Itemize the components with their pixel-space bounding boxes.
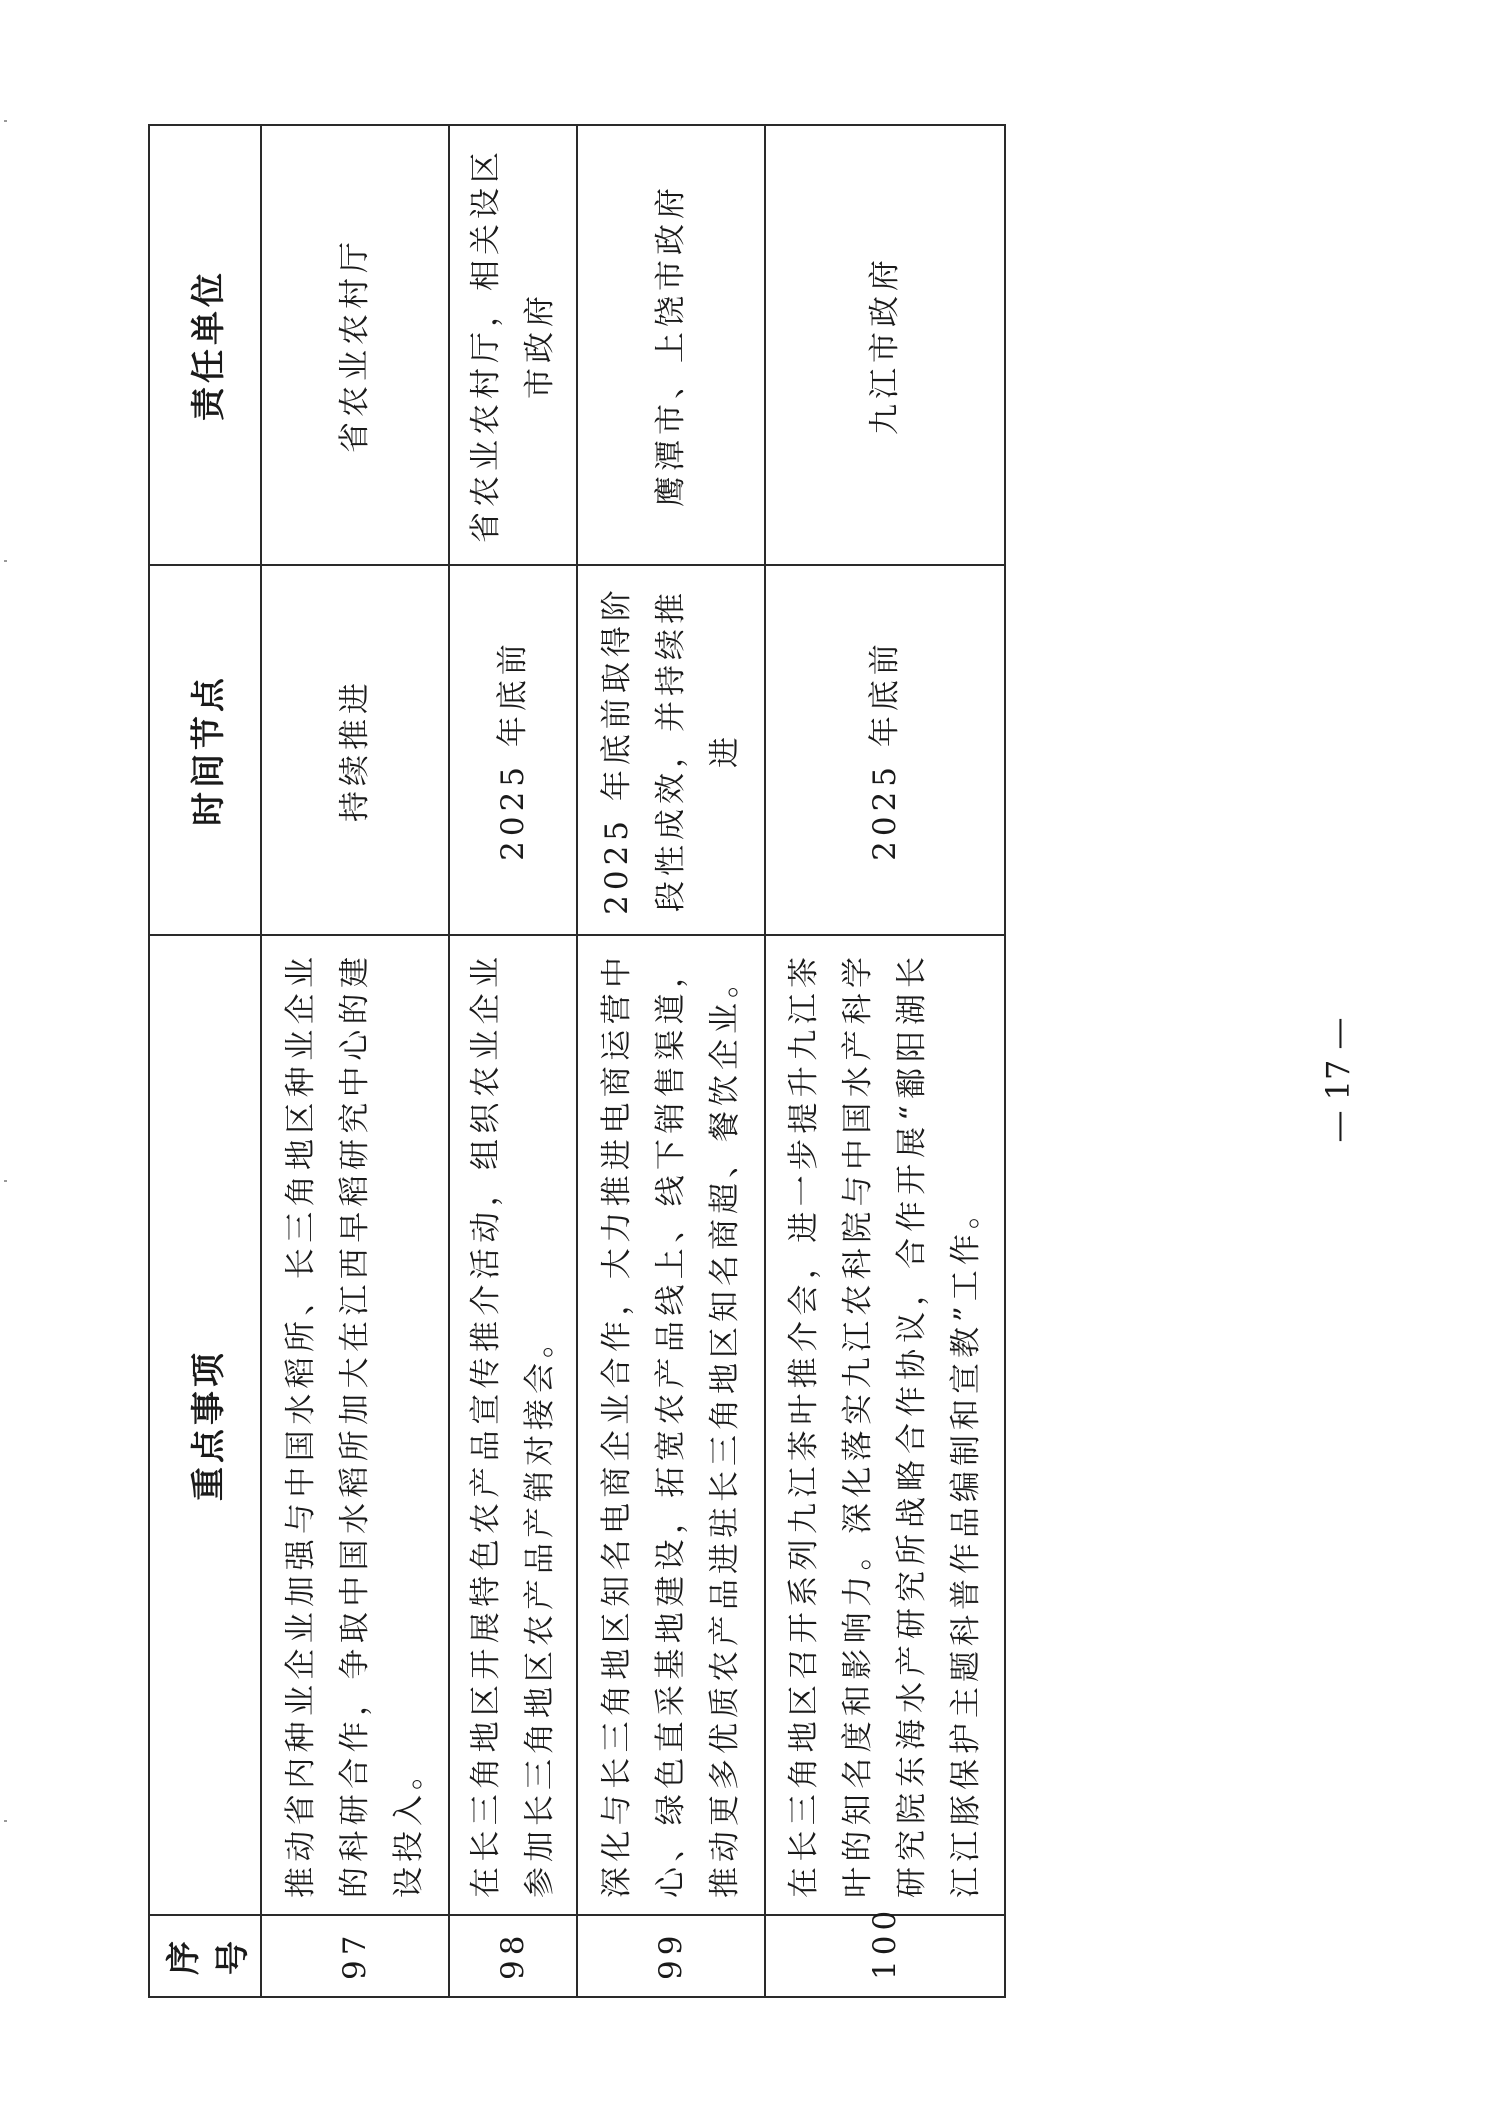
page-number-container: [1308, 1010, 1368, 1150]
cell-unit: 省农业农村厅，相关设区市政府: [449, 125, 577, 565]
cell-item: 在长三角地区召开系列九江茶叶推介会，进一步提升九江茶叶的知名度和影响力。深化落实九江农科院与中国水产科学研究院东海水产研究所战略合作协议，合作开展“鄱阳湖长江江豚保护主题科普作品编制和宣教”工作。: [765, 935, 1005, 1915]
cell-num: 99: [577, 1915, 765, 1997]
cell-num: 97: [261, 1915, 449, 1997]
table-row: [577, 125, 765, 1997]
cell-unit: 鹰潭市、上饶市政府: [577, 125, 765, 565]
scan-mark: [4, 1180, 7, 1182]
scan-mark: [4, 1820, 7, 1822]
cell-num: 100: [765, 1915, 1005, 1997]
header-unit: 责任单位: [149, 125, 261, 565]
header-item: 重点事项: [149, 935, 261, 1915]
cell-time: 2025 年底前: [449, 565, 577, 935]
scan-mark: [4, 120, 7, 122]
page-number: — 17 —: [1319, 1017, 1357, 1143]
cell-unit: 省农业农村厅: [261, 125, 449, 565]
header-num: 序号: [149, 1915, 261, 1997]
header-time: 时间节点: [149, 565, 261, 935]
cell-time: 2025 年底前取得阶段性成效，并持续推进: [577, 565, 765, 935]
key-tasks-table: [148, 124, 1006, 1998]
rotated-table-frame: [148, 126, 984, 1998]
table-row: [261, 125, 449, 1997]
cell-unit: 九江市政府: [765, 125, 1005, 565]
scan-mark: [4, 560, 7, 562]
rotated-table-container: [148, 126, 984, 1998]
cell-num: 98: [449, 1915, 577, 1997]
cell-time: 持续推进: [261, 565, 449, 935]
table-row: [449, 125, 577, 1997]
table-header-row: [149, 125, 261, 1997]
cell-item: 深化与长三角地区知名电商企业合作，大力推进电商运营中心、绿色直采基地建设，拓宽农产品线上、线下销售渠道，推动更多优质农产品进驻长三角地区知名商超、餐饮企业。: [577, 935, 765, 1915]
table-row: [765, 125, 1005, 1997]
cell-item: 在长三角地区开展特色农产品宣传推介活动，组织农业企业参加长三角地区农产品产销对接会。: [449, 935, 577, 1915]
cell-item: 推动省内种业企业加强与中国水稻所、长三角地区种业企业的科研合作，争取中国水稻所加大在江西早稻研究中心的建设投入。: [261, 935, 449, 1915]
cell-time: 2025 年底前: [765, 565, 1005, 935]
